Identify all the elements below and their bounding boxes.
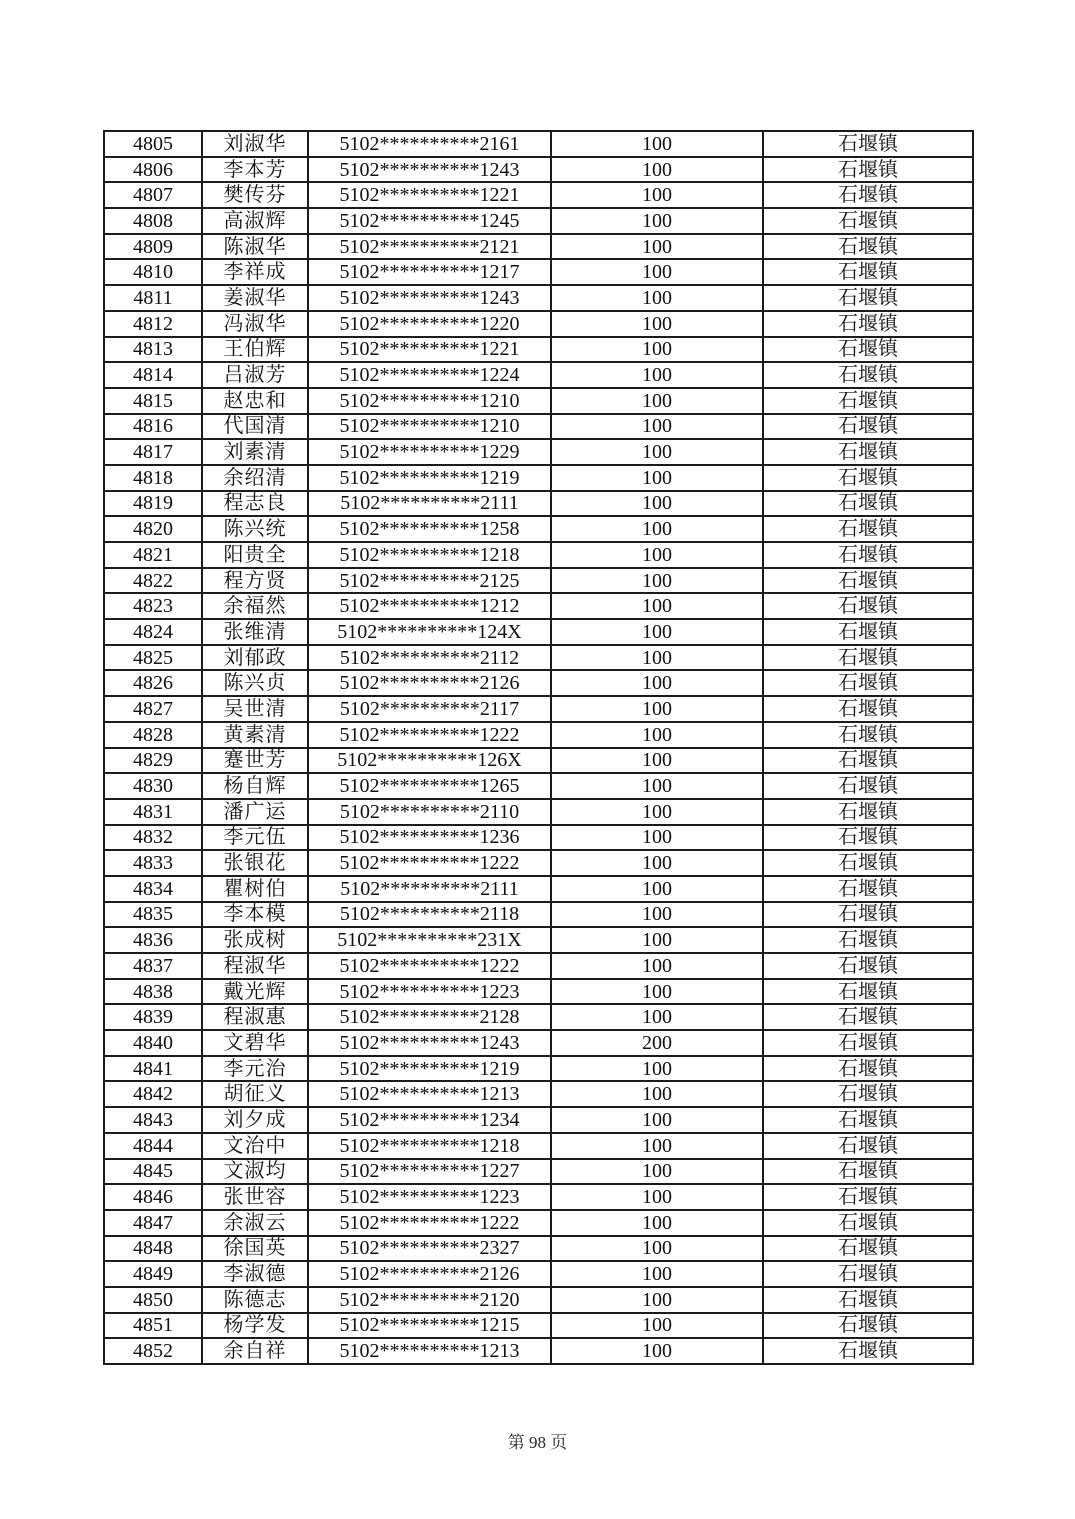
table-row <box>104 157 973 183</box>
cell-id-number: 5102**********1221 <box>308 182 551 208</box>
cell-id-number: 5102**********2128 <box>308 1004 551 1030</box>
cell-amount: 100 <box>551 1184 763 1210</box>
roster-table <box>103 130 974 1365</box>
cell-serial-number: 4843 <box>104 1107 202 1133</box>
table-row <box>104 619 973 645</box>
cell-person-name: 余绍清 <box>202 465 308 491</box>
cell-serial-number: 4836 <box>104 927 202 953</box>
cell-person-name: 樊传芬 <box>202 182 308 208</box>
cell-id-number: 5102**********126X <box>308 748 551 774</box>
cell-amount: 100 <box>551 799 763 825</box>
table-row <box>104 1004 973 1030</box>
cell-town: 石堰镇 <box>763 1081 973 1107</box>
cell-amount: 100 <box>551 131 763 157</box>
table-row <box>104 1313 973 1339</box>
table-row <box>104 1030 973 1056</box>
cell-serial-number: 4815 <box>104 388 202 414</box>
cell-person-name: 戴光辉 <box>202 979 308 1005</box>
cell-amount: 100 <box>551 285 763 311</box>
cell-town: 石堰镇 <box>763 439 973 465</box>
cell-id-number: 5102**********1219 <box>308 1056 551 1082</box>
cell-serial-number: 4834 <box>104 876 202 902</box>
cell-person-name: 刘夕成 <box>202 1107 308 1133</box>
cell-town: 石堰镇 <box>763 465 973 491</box>
cell-id-number: 5102**********2125 <box>308 568 551 594</box>
cell-town: 石堰镇 <box>763 593 973 619</box>
cell-serial-number: 4805 <box>104 131 202 157</box>
cell-amount: 100 <box>551 439 763 465</box>
cell-amount: 100 <box>551 414 763 440</box>
cell-town: 石堰镇 <box>763 362 973 388</box>
cell-id-number: 5102**********1219 <box>308 465 551 491</box>
table-row <box>104 748 973 774</box>
cell-town: 石堰镇 <box>763 748 973 774</box>
cell-town: 石堰镇 <box>763 311 973 337</box>
table-row <box>104 516 973 542</box>
cell-serial-number: 4828 <box>104 722 202 748</box>
cell-amount: 100 <box>551 1313 763 1339</box>
cell-id-number: 5102**********2327 <box>308 1236 551 1262</box>
cell-id-number: 5102**********1213 <box>308 1338 551 1364</box>
cell-amount: 100 <box>551 568 763 594</box>
cell-id-number: 5102**********1223 <box>308 979 551 1005</box>
cell-id-number: 5102**********2161 <box>308 131 551 157</box>
cell-serial-number: 4824 <box>104 619 202 645</box>
cell-serial-number: 4810 <box>104 259 202 285</box>
table-row <box>104 1056 973 1082</box>
cell-id-number: 5102**********1243 <box>308 1030 551 1056</box>
cell-person-name: 代国清 <box>202 414 308 440</box>
cell-person-name: 李淑德 <box>202 1261 308 1287</box>
cell-amount: 100 <box>551 259 763 285</box>
cell-amount: 100 <box>551 953 763 979</box>
cell-person-name: 张成树 <box>202 927 308 953</box>
cell-id-number: 5102**********1221 <box>308 337 551 363</box>
cell-serial-number: 4821 <box>104 542 202 568</box>
cell-serial-number: 4808 <box>104 208 202 234</box>
cell-amount: 100 <box>551 593 763 619</box>
cell-amount: 100 <box>551 850 763 876</box>
cell-person-name: 姜淑华 <box>202 285 308 311</box>
table-row <box>104 362 973 388</box>
cell-serial-number: 4816 <box>104 414 202 440</box>
cell-person-name: 程志良 <box>202 491 308 517</box>
cell-amount: 100 <box>551 1338 763 1364</box>
table-row <box>104 1081 973 1107</box>
table-row <box>104 696 973 722</box>
cell-serial-number: 4806 <box>104 157 202 183</box>
cell-person-name: 张维清 <box>202 619 308 645</box>
cell-amount: 100 <box>551 748 763 774</box>
cell-id-number: 5102**********1223 <box>308 1184 551 1210</box>
cell-id-number: 5102**********1234 <box>308 1107 551 1133</box>
cell-town: 石堰镇 <box>763 722 973 748</box>
cell-amount: 100 <box>551 1159 763 1185</box>
cell-amount: 100 <box>551 1236 763 1262</box>
cell-serial-number: 4813 <box>104 337 202 363</box>
cell-town: 石堰镇 <box>763 1287 973 1313</box>
cell-id-number: 5102**********1224 <box>308 362 551 388</box>
cell-amount: 100 <box>551 542 763 568</box>
cell-town: 石堰镇 <box>763 388 973 414</box>
cell-person-name: 李元治 <box>202 1056 308 1082</box>
cell-serial-number: 4844 <box>104 1133 202 1159</box>
cell-amount: 100 <box>551 311 763 337</box>
table-row <box>104 208 973 234</box>
cell-town: 石堰镇 <box>763 773 973 799</box>
cell-serial-number: 4845 <box>104 1159 202 1185</box>
cell-town: 石堰镇 <box>763 619 973 645</box>
cell-town: 石堰镇 <box>763 1313 973 1339</box>
table-row <box>104 414 973 440</box>
cell-town: 石堰镇 <box>763 825 973 851</box>
cell-town: 石堰镇 <box>763 1184 973 1210</box>
cell-amount: 100 <box>551 1287 763 1313</box>
page-footer <box>0 1428 1075 1453</box>
cell-person-name: 李本芳 <box>202 157 308 183</box>
cell-id-number: 5102**********1218 <box>308 542 551 568</box>
table-row <box>104 285 973 311</box>
cell-id-number: 5102**********1236 <box>308 825 551 851</box>
cell-serial-number: 4842 <box>104 1081 202 1107</box>
cell-amount: 100 <box>551 1004 763 1030</box>
table-row <box>104 1261 973 1287</box>
cell-town: 石堰镇 <box>763 182 973 208</box>
cell-town: 石堰镇 <box>763 1210 973 1236</box>
cell-town: 石堰镇 <box>763 208 973 234</box>
cell-serial-number: 4825 <box>104 645 202 671</box>
cell-serial-number: 4839 <box>104 1004 202 1030</box>
cell-town: 石堰镇 <box>763 285 973 311</box>
table-row <box>104 234 973 260</box>
cell-id-number: 5102**********2110 <box>308 799 551 825</box>
cell-amount: 100 <box>551 876 763 902</box>
cell-person-name: 潘广运 <box>202 799 308 825</box>
cell-amount: 100 <box>551 1056 763 1082</box>
cell-town: 石堰镇 <box>763 953 973 979</box>
table-row <box>104 670 973 696</box>
cell-person-name: 刘素清 <box>202 439 308 465</box>
table-row <box>104 568 973 594</box>
cell-person-name: 刘郁政 <box>202 645 308 671</box>
cell-person-name: 陈兴统 <box>202 516 308 542</box>
table-row <box>104 1107 973 1133</box>
cell-serial-number: 4823 <box>104 593 202 619</box>
cell-id-number: 5102**********1210 <box>308 414 551 440</box>
cell-amount: 100 <box>551 645 763 671</box>
table-row <box>104 825 973 851</box>
cell-id-number: 5102**********2111 <box>308 876 551 902</box>
cell-serial-number: 4840 <box>104 1030 202 1056</box>
table-row <box>104 1184 973 1210</box>
cell-id-number: 5102**********2117 <box>308 696 551 722</box>
cell-town: 石堰镇 <box>763 1236 973 1262</box>
cell-town: 石堰镇 <box>763 1030 973 1056</box>
cell-town: 石堰镇 <box>763 1004 973 1030</box>
cell-id-number: 5102**********1229 <box>308 439 551 465</box>
cell-person-name: 黄素清 <box>202 722 308 748</box>
cell-person-name: 余淑云 <box>202 1210 308 1236</box>
table-row <box>104 1210 973 1236</box>
cell-amount: 100 <box>551 516 763 542</box>
cell-serial-number: 4818 <box>104 465 202 491</box>
cell-person-name: 余自祥 <box>202 1338 308 1364</box>
cell-serial-number: 4812 <box>104 311 202 337</box>
cell-id-number: 5102**********1243 <box>308 157 551 183</box>
cell-person-name: 冯淑华 <box>202 311 308 337</box>
table-row <box>104 311 973 337</box>
cell-town: 石堰镇 <box>763 979 973 1005</box>
cell-town: 石堰镇 <box>763 799 973 825</box>
cell-serial-number: 4819 <box>104 491 202 517</box>
table-row <box>104 593 973 619</box>
table-row <box>104 1236 973 1262</box>
cell-town: 石堰镇 <box>763 1107 973 1133</box>
cell-person-name: 刘淑华 <box>202 131 308 157</box>
cell-person-name: 吕淑芳 <box>202 362 308 388</box>
cell-amount: 100 <box>551 722 763 748</box>
cell-town: 石堰镇 <box>763 131 973 157</box>
cell-serial-number: 4826 <box>104 670 202 696</box>
cell-serial-number: 4820 <box>104 516 202 542</box>
cell-id-number: 5102**********1218 <box>308 1133 551 1159</box>
cell-person-name: 吴世清 <box>202 696 308 722</box>
cell-id-number: 5102**********1210 <box>308 388 551 414</box>
cell-amount: 100 <box>551 902 763 928</box>
cell-id-number: 5102**********1222 <box>308 850 551 876</box>
cell-id-number: 5102**********1222 <box>308 1210 551 1236</box>
cell-town: 石堰镇 <box>763 542 973 568</box>
table-row <box>104 799 973 825</box>
table-row <box>104 979 973 1005</box>
cell-id-number: 5102**********2111 <box>308 491 551 517</box>
cell-amount: 100 <box>551 182 763 208</box>
cell-serial-number: 4838 <box>104 979 202 1005</box>
cell-serial-number: 4841 <box>104 1056 202 1082</box>
table-row <box>104 542 973 568</box>
cell-person-name: 阳贵全 <box>202 542 308 568</box>
cell-serial-number: 4846 <box>104 1184 202 1210</box>
cell-id-number: 5102**********1213 <box>308 1081 551 1107</box>
cell-amount: 100 <box>551 362 763 388</box>
table-row <box>104 722 973 748</box>
cell-town: 石堰镇 <box>763 337 973 363</box>
cell-serial-number: 4811 <box>104 285 202 311</box>
cell-id-number: 5102**********1212 <box>308 593 551 619</box>
cell-person-name: 王伯辉 <box>202 337 308 363</box>
cell-amount: 100 <box>551 1133 763 1159</box>
cell-serial-number: 4822 <box>104 568 202 594</box>
cell-amount: 100 <box>551 619 763 645</box>
cell-serial-number: 4850 <box>104 1287 202 1313</box>
cell-amount: 100 <box>551 670 763 696</box>
cell-serial-number: 4837 <box>104 953 202 979</box>
cell-town: 石堰镇 <box>763 259 973 285</box>
cell-amount: 200 <box>551 1030 763 1056</box>
cell-amount: 100 <box>551 157 763 183</box>
cell-person-name: 文碧华 <box>202 1030 308 1056</box>
cell-person-name: 文治中 <box>202 1133 308 1159</box>
cell-town: 石堰镇 <box>763 696 973 722</box>
table-row <box>104 1133 973 1159</box>
cell-amount: 100 <box>551 337 763 363</box>
cell-serial-number: 4832 <box>104 825 202 851</box>
cell-person-name: 杨学发 <box>202 1313 308 1339</box>
table-row <box>104 850 973 876</box>
table-row <box>104 388 973 414</box>
cell-serial-number: 4809 <box>104 234 202 260</box>
cell-serial-number: 4833 <box>104 850 202 876</box>
cell-person-name: 程淑惠 <box>202 1004 308 1030</box>
cell-person-name: 张银花 <box>202 850 308 876</box>
cell-id-number: 5102**********2112 <box>308 645 551 671</box>
cell-person-name: 蹇世芳 <box>202 748 308 774</box>
cell-amount: 100 <box>551 773 763 799</box>
cell-person-name: 陈淑华 <box>202 234 308 260</box>
cell-town: 石堰镇 <box>763 414 973 440</box>
table-row <box>104 131 973 157</box>
cell-person-name: 张世容 <box>202 1184 308 1210</box>
cell-person-name: 瞿树伯 <box>202 876 308 902</box>
cell-serial-number: 4830 <box>104 773 202 799</box>
cell-id-number: 5102**********2126 <box>308 670 551 696</box>
cell-person-name: 胡征义 <box>202 1081 308 1107</box>
cell-town: 石堰镇 <box>763 157 973 183</box>
cell-id-number: 5102**********1243 <box>308 285 551 311</box>
cell-serial-number: 4827 <box>104 696 202 722</box>
cell-town: 石堰镇 <box>763 1056 973 1082</box>
cell-town: 石堰镇 <box>763 491 973 517</box>
table-row <box>104 876 973 902</box>
cell-id-number: 5102**********1217 <box>308 259 551 285</box>
table-row <box>104 337 973 363</box>
cell-town: 石堰镇 <box>763 1159 973 1185</box>
table-row <box>104 645 973 671</box>
table-row <box>104 259 973 285</box>
cell-amount: 100 <box>551 208 763 234</box>
cell-person-name: 李本模 <box>202 902 308 928</box>
cell-serial-number: 4848 <box>104 1236 202 1262</box>
cell-town: 石堰镇 <box>763 234 973 260</box>
cell-id-number: 5102**********231X <box>308 927 551 953</box>
cell-amount: 100 <box>551 1261 763 1287</box>
cell-amount: 100 <box>551 465 763 491</box>
cell-id-number: 5102**********1265 <box>308 773 551 799</box>
cell-id-number: 5102**********2121 <box>308 234 551 260</box>
cell-serial-number: 4817 <box>104 439 202 465</box>
table-row <box>104 902 973 928</box>
cell-amount: 100 <box>551 979 763 1005</box>
cell-id-number: 5102**********1245 <box>308 208 551 234</box>
table-row <box>104 773 973 799</box>
cell-serial-number: 4851 <box>104 1313 202 1339</box>
cell-amount: 100 <box>551 491 763 517</box>
cell-id-number: 5102**********1258 <box>308 516 551 542</box>
cell-serial-number: 4849 <box>104 1261 202 1287</box>
cell-id-number: 5102**********1215 <box>308 1313 551 1339</box>
cell-person-name: 李祥成 <box>202 259 308 285</box>
cell-person-name: 文淑均 <box>202 1159 308 1185</box>
cell-person-name: 程淑华 <box>202 953 308 979</box>
cell-person-name: 李元伍 <box>202 825 308 851</box>
cell-id-number: 5102**********1220 <box>308 311 551 337</box>
cell-person-name: 赵忠和 <box>202 388 308 414</box>
cell-town: 石堰镇 <box>763 1261 973 1287</box>
cell-amount: 100 <box>551 388 763 414</box>
cell-id-number: 5102**********2120 <box>308 1287 551 1313</box>
cell-person-name: 余福然 <box>202 593 308 619</box>
cell-serial-number: 4831 <box>104 799 202 825</box>
cell-town: 石堰镇 <box>763 850 973 876</box>
cell-town: 石堰镇 <box>763 568 973 594</box>
table-body <box>104 131 973 1364</box>
table-row <box>104 927 973 953</box>
cell-amount: 100 <box>551 696 763 722</box>
cell-serial-number: 4847 <box>104 1210 202 1236</box>
cell-amount: 100 <box>551 1210 763 1236</box>
cell-amount: 100 <box>551 825 763 851</box>
cell-town: 石堰镇 <box>763 1133 973 1159</box>
cell-town: 石堰镇 <box>763 876 973 902</box>
cell-amount: 100 <box>551 1107 763 1133</box>
table-row <box>104 1159 973 1185</box>
cell-person-name: 陈德志 <box>202 1287 308 1313</box>
cell-town: 石堰镇 <box>763 1338 973 1364</box>
cell-person-name: 徐国英 <box>202 1236 308 1262</box>
table-row <box>104 465 973 491</box>
cell-town: 石堰镇 <box>763 516 973 542</box>
cell-amount: 100 <box>551 234 763 260</box>
cell-town: 石堰镇 <box>763 927 973 953</box>
cell-town: 石堰镇 <box>763 902 973 928</box>
cell-town: 石堰镇 <box>763 670 973 696</box>
cell-id-number: 5102**********2118 <box>308 902 551 928</box>
cell-amount: 100 <box>551 927 763 953</box>
cell-serial-number: 4807 <box>104 182 202 208</box>
cell-id-number: 5102**********1222 <box>308 722 551 748</box>
cell-person-name: 高淑辉 <box>202 208 308 234</box>
cell-person-name: 程方贤 <box>202 568 308 594</box>
table-row <box>104 491 973 517</box>
cell-amount: 100 <box>551 1081 763 1107</box>
cell-person-name: 陈兴贞 <box>202 670 308 696</box>
cell-person-name: 杨自辉 <box>202 773 308 799</box>
cell-serial-number: 4852 <box>104 1338 202 1364</box>
cell-id-number: 5102**********1222 <box>308 953 551 979</box>
table-row <box>104 182 973 208</box>
table-row <box>104 439 973 465</box>
cell-serial-number: 4814 <box>104 362 202 388</box>
cell-town: 石堰镇 <box>763 645 973 671</box>
table-row <box>104 1287 973 1313</box>
cell-id-number: 5102**********2126 <box>308 1261 551 1287</box>
table-row <box>104 1338 973 1364</box>
cell-serial-number: 4829 <box>104 748 202 774</box>
cell-id-number: 5102**********124X <box>308 619 551 645</box>
table-row <box>104 953 973 979</box>
page-number: 第 98 页 <box>507 1433 568 1452</box>
cell-id-number: 5102**********1227 <box>308 1159 551 1185</box>
cell-serial-number: 4835 <box>104 902 202 928</box>
